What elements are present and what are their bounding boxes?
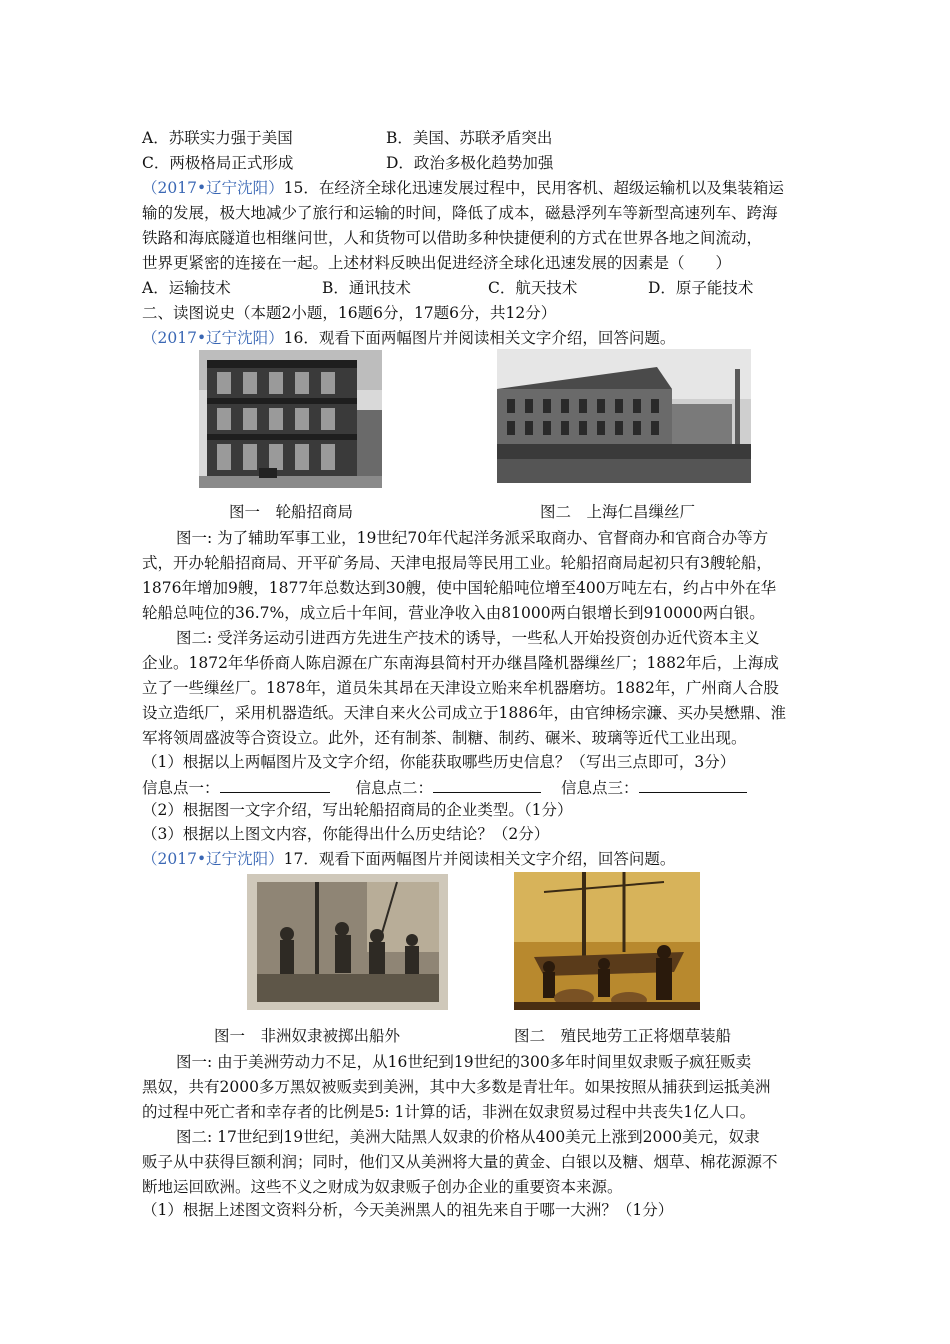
silk-factory-photo [497, 349, 751, 483]
q17-sub-question-1: （1）根据上述图文资料分析，今天美洲黑人的祖先来自于哪一大洲？（1分） [142, 1201, 674, 1219]
q16-stem: （2017•辽宁沈阳）16．观看下面两幅图片并阅读相关文字介绍，回答问题。 [142, 329, 676, 347]
q17-paragraph-line: 图一: 由于美洲劳动力不足，从16世纪到19世纪的300多年时间里奴隶贩子疯狂贩卖 [176, 1053, 752, 1071]
q15-stem-line: 输的发展，极大地减少了旅行和运输的时间，降低了成本，磁悬浮列车等新型高速列车、跨海 [142, 204, 778, 222]
section-heading: 二、读图说史（本题2小题，16题6分，17题6分，共12分） [142, 304, 557, 322]
q17-paragraph-line: 的过程中死亡者和幸存者的比例是5: 1计算的话，非洲在奴隶贸易过程中共丧失1亿人口。 [142, 1103, 756, 1121]
info-point-3-blank[interactable] [639, 776, 747, 793]
q16-paragraph-line: 轮船总吨位的36.7%，成立后十年间，营业净收入由81000两白银增长到910000两白银。 [142, 604, 765, 622]
q17-source: （2017•辽宁沈阳） [142, 850, 284, 868]
slaves-thrown-overboard-picture [247, 874, 448, 1010]
tobacco-loading-painting [514, 872, 700, 1010]
q16-paragraph-line: 立了一些缫丝厂。1878年，道员朱其昂在天津设立贻来牟机器磨坊。1882年，广州商人合股 [142, 679, 779, 697]
q16-paragraph-line: 1876年增加9艘，1877年总数达到30艘，使中国轮船吨位增至400万吨左右，约占中外在华 [142, 579, 777, 597]
q16-paragraph-line: 图二: 受洋务运动引进西方先进生产技术的诱导，一些私人开始投资创办近代资本主义 [176, 629, 760, 647]
q15-stem-line: （2017•辽宁沈阳）15．在经济全球化迅速发展过程中，民用客机、超级运输机以及集装箱运 [142, 179, 784, 197]
q15-option-a: A．运输技术 [142, 279, 231, 297]
q16-paragraph-line: 式，开办轮船招商局、开平矿务局、天津电报局等民用工业。轮船招商局起初只有3艘轮船， [142, 554, 772, 572]
q16-source: （2017•辽宁沈阳） [142, 329, 284, 347]
q16-sub-question-1: （1）根据以上两幅图片及文字介绍，你能获取哪些历史信息？（写出三点即可，3分） [142, 753, 736, 771]
q16-paragraph-line: 图一: 为了辅助军事工业，19世纪70年代起洋务派采取商办、官督商办和官商合办等方 [176, 529, 769, 547]
q17-stem: （2017•辽宁沈阳）17．观看下面两幅图片并阅读相关文字介绍，回答问题。 [142, 850, 676, 868]
info-point-2-label: 信息点二： [355, 779, 434, 797]
info-point-3-label: 信息点三： [561, 779, 639, 797]
info-point-1-blank[interactable] [220, 776, 330, 793]
q17-paragraph-line: 断地运回欧洲。这些不义之财成为奴隶贩子创办企业的重要资本来源。 [142, 1178, 623, 1196]
info-point-1-label: 信息点一： [142, 779, 220, 797]
q15-option-c: C．航天技术 [488, 279, 578, 297]
q17-paragraph-line: 图二: 17世纪到19世纪，美洲大陆黑人奴隶的价格从400美元上涨到2000美元，奴隶 [176, 1128, 760, 1146]
q15-option-d: D．原子能技术 [648, 279, 754, 297]
q15-stem-line: 世界更紧密的连接在一起。上述材料反映出促进经济全球化迅速发展的因素是（ ） [142, 254, 732, 272]
q14-option-d: D．政治多极化趋势加强 [386, 154, 554, 172]
q17-paragraph-line: 黑奴，共有2000多万黑奴被贩卖到美洲，其中大多数是青壮年。如果按照从捕获到运抵美洲 [142, 1078, 771, 1096]
q16-paragraph-line: 军将领周盛波等合资设立。此外，还有制茶、制糖、制药、碾米、玻璃等近代工业出现。 [142, 729, 747, 747]
q14-option-a: A．苏联实力强于美国 [142, 129, 293, 147]
q16-sub-question-2: （2）根据图一文字介绍，写出轮船招商局的企业类型。（1分） [142, 801, 573, 819]
q16-paragraph-line: 企业。1872年华侨商人陈启源在广东南海县简村开办继昌隆机器缫丝厂；1882年后，上海成 [142, 654, 779, 672]
q16-sub-question-3: （3）根据以上图文内容，你能得出什么历史结论？（2分） [142, 825, 550, 843]
q17-caption-2: 图二 殖民地劳工正将烟草装船 [514, 1027, 732, 1045]
q16-paragraph-line: 设立造纸厂，采用机器造纸。天津自来火公司成立于1886年，由官绅杨宗濂、买办吴懋鼎、淮 [142, 704, 786, 722]
q14-option-b: B．美国、苏联矛盾突出 [386, 129, 553, 147]
q16-caption-1: 图一 轮船招商局 [229, 503, 354, 521]
q16-caption-2: 图二 上海仁昌缫丝厂 [540, 503, 696, 521]
q15-source: （2017•辽宁沈阳） [142, 179, 284, 197]
q15-option-b: B．通讯技术 [322, 279, 411, 297]
q16-info-line [142, 776, 747, 798]
q17-caption-1: 图一 非洲奴隶被掷出船外 [214, 1027, 401, 1045]
q15-stem-line: 铁路和海底隧道也相继问世，人和货物可以借助多种快捷便利的方式在世界各地之间流动， [142, 229, 763, 247]
info-point-2-blank[interactable] [433, 776, 541, 793]
q14-option-c: C．两极格局正式形成 [142, 154, 294, 172]
steamship-bureau-photo [199, 350, 382, 488]
q17-paragraph-line: 贩子从中获得巨额利润；同时，他们又从美洲将大量的黄金、白银以及糖、烟草、棉花源源不 [142, 1153, 778, 1171]
